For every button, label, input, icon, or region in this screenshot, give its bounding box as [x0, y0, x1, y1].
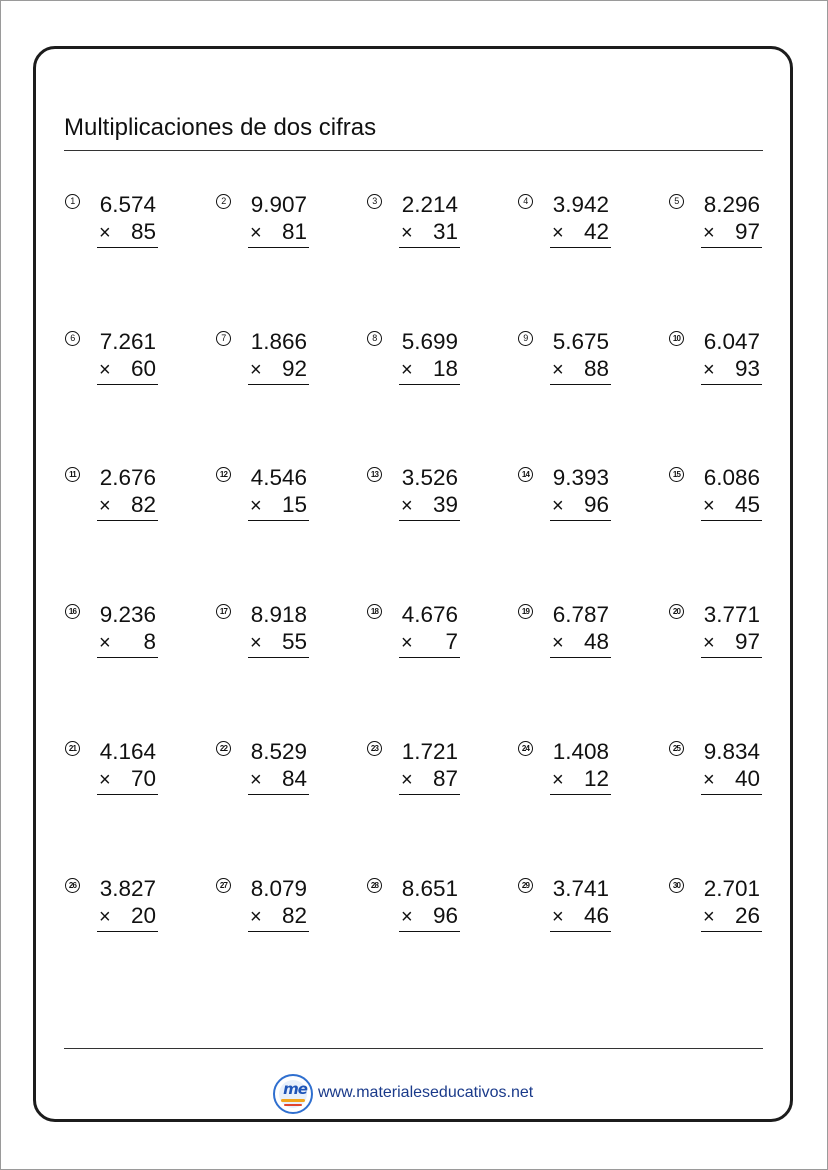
times-sign: ×: [401, 906, 413, 928]
multiplication-problem: [216, 604, 326, 668]
multiplication-problem: [216, 194, 326, 258]
times-sign: ×: [703, 222, 715, 244]
problem-number-badge: 29: [518, 878, 533, 893]
multiplicand: 3.827: [99, 876, 156, 901]
multiplier: 39: [432, 492, 458, 517]
multiplication-problem: [367, 741, 477, 805]
multiplicand: 4.676: [401, 602, 458, 627]
answer-line: [97, 931, 158, 932]
times-sign: ×: [250, 495, 262, 517]
times-sign: ×: [250, 769, 262, 791]
problem-number-badge: 21: [65, 741, 80, 756]
footer-divider: [64, 1048, 763, 1049]
multiplicand: 8.651: [401, 876, 458, 901]
multiplicand: 6.787: [552, 602, 609, 627]
answer-line: [550, 657, 611, 658]
multiplication-problem: [367, 604, 477, 668]
worksheet-title: Multiplicaciones de dos cifras: [64, 114, 377, 141]
multiplier: 88: [583, 356, 609, 381]
multiplication-problem: [65, 604, 175, 668]
multiplication-problem: [216, 331, 326, 395]
multiplicand: 4.546: [250, 465, 307, 490]
problem-number-badge: 12: [216, 467, 231, 482]
multiplication-problem: [65, 878, 175, 942]
multiplicand: 9.907: [250, 192, 307, 217]
multiplication-problem: [518, 878, 628, 942]
multiplication-problem: [65, 741, 175, 805]
multiplier: 8: [143, 629, 156, 654]
multiplicand: 1.866: [250, 329, 307, 354]
times-sign: ×: [703, 769, 715, 791]
multiplicand: 5.699: [401, 329, 458, 354]
multiplier: 93: [734, 356, 760, 381]
multiplicand: 6.047: [703, 329, 760, 354]
multiplicand: 3.942: [552, 192, 609, 217]
multiplication-problem: [669, 331, 779, 395]
multiplier: 42: [583, 219, 609, 244]
answer-line: [248, 247, 309, 248]
multiplier: 55: [281, 629, 307, 654]
multiplication-problem: [367, 878, 477, 942]
times-sign: ×: [250, 359, 262, 381]
problem-number-badge: 20: [669, 604, 684, 619]
times-sign: ×: [99, 632, 111, 654]
logo-stripe-red: [284, 1104, 302, 1106]
times-sign: ×: [703, 495, 715, 517]
multiplier: 96: [583, 492, 609, 517]
multiplicand: 2.701: [703, 876, 760, 901]
multiplicand: 8.529: [250, 739, 307, 764]
problem-number-badge: 24: [518, 741, 533, 756]
multiplicand: 8.079: [250, 876, 307, 901]
times-sign: ×: [99, 769, 111, 791]
problem-number-badge: 1: [65, 194, 80, 209]
problem-number-badge: 5: [669, 194, 684, 209]
problem-number-badge: 18: [367, 604, 382, 619]
answer-line: [399, 931, 460, 932]
multiplier: 48: [583, 629, 609, 654]
problem-number-badge: 17: [216, 604, 231, 619]
problem-number-badge: 11: [65, 467, 80, 482]
answer-line: [701, 384, 762, 385]
problem-number-badge: 27: [216, 878, 231, 893]
multiplicand: 5.675: [552, 329, 609, 354]
multiplier: 97: [734, 629, 760, 654]
multiplier: 12: [583, 766, 609, 791]
multiplicand: 9.834: [703, 739, 760, 764]
multiplication-problem: [669, 467, 779, 531]
multiplication-problem: [65, 331, 175, 395]
times-sign: ×: [250, 222, 262, 244]
multiplication-problem: [367, 331, 477, 395]
times-sign: ×: [552, 495, 564, 517]
multiplication-problem: [518, 604, 628, 668]
multiplier: 20: [130, 903, 156, 928]
answer-line: [248, 931, 309, 932]
answer-line: [550, 384, 611, 385]
website-link[interactable]: www.materialeseducativos.net: [318, 1084, 534, 1101]
multiplication-problem: [216, 467, 326, 531]
multiplier: 15: [281, 492, 307, 517]
answer-line: [97, 384, 158, 385]
multiplication-problem: [518, 194, 628, 258]
multiplicand: 9.236: [99, 602, 156, 627]
problem-number-badge: 8: [367, 331, 382, 346]
multiplicand: 1.408: [552, 739, 609, 764]
problem-number-badge: 3: [367, 194, 382, 209]
problem-number-badge: 14: [518, 467, 533, 482]
answer-line: [248, 520, 309, 521]
problem-number-badge: 13: [367, 467, 382, 482]
problem-number-badge: 15: [669, 467, 684, 482]
answer-line: [701, 247, 762, 248]
multiplier: 40: [734, 766, 760, 791]
multiplier: 18: [432, 356, 458, 381]
multiplicand: 6.574: [99, 192, 156, 217]
multiplicand: 9.393: [552, 465, 609, 490]
answer-line: [399, 384, 460, 385]
problem-number-badge: 16: [65, 604, 80, 619]
multiplier: 26: [734, 903, 760, 928]
problem-number-badge: 10: [669, 331, 684, 346]
multiplicand: 8.296: [703, 192, 760, 217]
times-sign: ×: [401, 632, 413, 654]
multiplication-problem: [367, 467, 477, 531]
problem-number-badge: 19: [518, 604, 533, 619]
times-sign: ×: [552, 906, 564, 928]
times-sign: ×: [552, 222, 564, 244]
answer-line: [701, 520, 762, 521]
times-sign: ×: [401, 495, 413, 517]
times-sign: ×: [703, 632, 715, 654]
answer-line: [97, 247, 158, 248]
answer-line: [97, 657, 158, 658]
answer-line: [97, 520, 158, 521]
multiplicand: 4.164: [99, 739, 156, 764]
problem-number-badge: 30: [669, 878, 684, 893]
multiplication-problem: [518, 741, 628, 805]
multiplicand: 1.721: [401, 739, 458, 764]
problem-number-badge: 7: [216, 331, 231, 346]
multiplier: 85: [130, 219, 156, 244]
times-sign: ×: [703, 359, 715, 381]
answer-line: [701, 794, 762, 795]
multiplicand: 3.526: [401, 465, 458, 490]
multiplier: 97: [734, 219, 760, 244]
title-divider: [64, 150, 763, 151]
multiplication-problem: [216, 878, 326, 942]
times-sign: ×: [250, 906, 262, 928]
answer-line: [399, 657, 460, 658]
multiplier: 82: [281, 903, 307, 928]
multiplier: 82: [130, 492, 156, 517]
multiplication-problem: [65, 467, 175, 531]
times-sign: ×: [552, 359, 564, 381]
multiplier: 87: [432, 766, 458, 791]
multiplier: 92: [281, 356, 307, 381]
times-sign: ×: [552, 769, 564, 791]
answer-line: [248, 384, 309, 385]
multiplier: 84: [281, 766, 307, 791]
answer-line: [248, 657, 309, 658]
times-sign: ×: [99, 359, 111, 381]
multiplication-problem: [367, 194, 477, 258]
times-sign: ×: [703, 906, 715, 928]
times-sign: ×: [99, 222, 111, 244]
multiplication-problem: [669, 741, 779, 805]
answer-line: [97, 794, 158, 795]
multiplicand: 3.771: [703, 602, 760, 627]
logo-stripe-orange: [281, 1099, 305, 1102]
answer-line: [550, 931, 611, 932]
times-sign: ×: [99, 495, 111, 517]
problem-number-badge: 22: [216, 741, 231, 756]
answer-line: [399, 794, 460, 795]
multiplicand: 2.214: [401, 192, 458, 217]
multiplicand: 6.086: [703, 465, 760, 490]
answer-line: [550, 247, 611, 248]
multiplier: 45: [734, 492, 760, 517]
materiales-educativos-logo[interactable]: [273, 1074, 313, 1114]
multiplier: 46: [583, 903, 609, 928]
problem-number-badge: 9: [518, 331, 533, 346]
times-sign: ×: [401, 769, 413, 791]
multiplicand: 3.741: [552, 876, 609, 901]
answer-line: [248, 794, 309, 795]
multiplicand: 2.676: [99, 465, 156, 490]
multiplication-problem: [518, 467, 628, 531]
logo-text: me: [283, 1080, 307, 1098]
multiplier: 70: [130, 766, 156, 791]
problem-number-badge: 23: [367, 741, 382, 756]
answer-line: [701, 931, 762, 932]
multiplier: 31: [432, 219, 458, 244]
problem-number-badge: 25: [669, 741, 684, 756]
problem-number-badge: 26: [65, 878, 80, 893]
problem-number-badge: 28: [367, 878, 382, 893]
answer-line: [399, 247, 460, 248]
times-sign: ×: [401, 222, 413, 244]
times-sign: ×: [250, 632, 262, 654]
multiplication-problem: [216, 741, 326, 805]
multiplication-problem: [518, 331, 628, 395]
times-sign: ×: [401, 359, 413, 381]
multiplicand: 7.261: [99, 329, 156, 354]
multiplicand: 8.918: [250, 602, 307, 627]
times-sign: ×: [552, 632, 564, 654]
multiplication-problem: [669, 194, 779, 258]
problem-number-badge: 2: [216, 194, 231, 209]
multiplier: 81: [281, 219, 307, 244]
multiplication-problem: [65, 194, 175, 258]
multiplier: 96: [432, 903, 458, 928]
answer-line: [550, 794, 611, 795]
answer-line: [399, 520, 460, 521]
multiplier: 7: [445, 629, 458, 654]
answer-line: [550, 520, 611, 521]
answer-line: [701, 657, 762, 658]
problem-number-badge: 6: [65, 331, 80, 346]
problem-number-badge: 4: [518, 194, 533, 209]
multiplication-problem: [669, 878, 779, 942]
times-sign: ×: [99, 906, 111, 928]
multiplication-problem: [669, 604, 779, 668]
multiplier: 60: [130, 356, 156, 381]
